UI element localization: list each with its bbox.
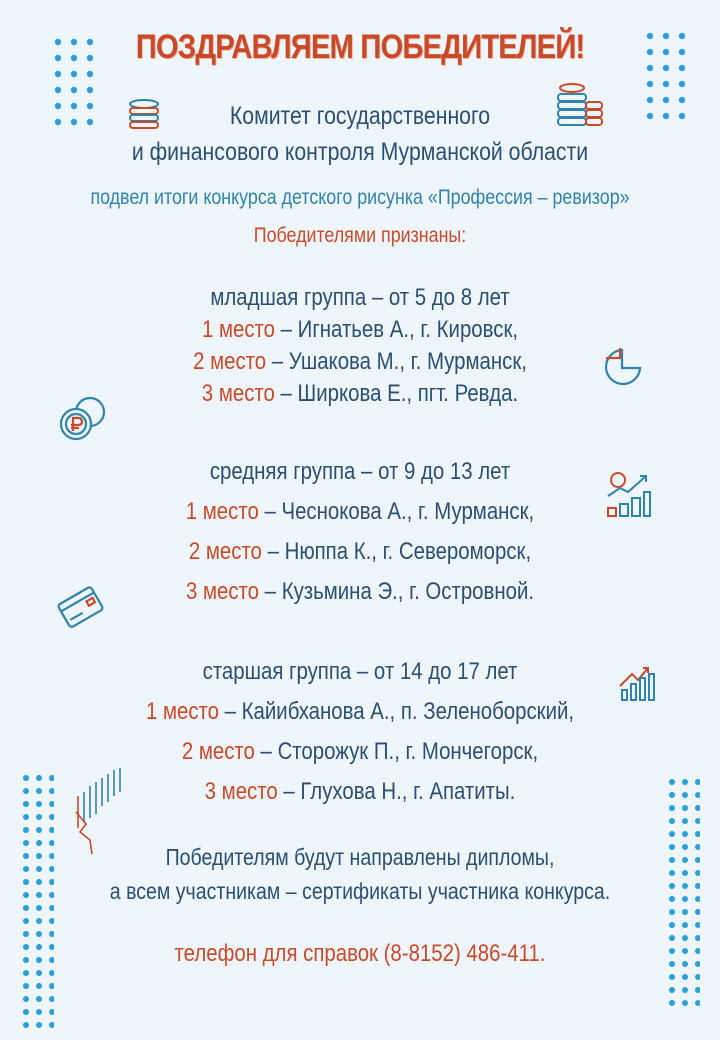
winner-row bbox=[54, 738, 666, 766]
winner-name: – Кузьмина Э., г. Островной. bbox=[259, 578, 535, 605]
place-label: 2 место bbox=[193, 348, 267, 375]
group-middle-title: средняя группа – от 9 до 13 лет bbox=[209, 458, 511, 485]
winner-row bbox=[54, 380, 666, 408]
footer-certificates: а всем участникам – сертификаты участника конкурса. bbox=[109, 878, 611, 904]
group-junior-title: младшая группа – от 5 до 8 лет bbox=[210, 284, 510, 311]
place-label: 2 место bbox=[181, 738, 255, 765]
place-label: 3 место bbox=[185, 578, 260, 605]
place-label: 1 место bbox=[201, 316, 275, 343]
contest-subtitle: подвел итоги конкурса детского рисунка «Профессия – ревизор» bbox=[90, 186, 630, 209]
page-title: ПОЗДРАВЛЯЕМ ПОБЕДИТЕЛЕЙ! bbox=[135, 28, 585, 66]
place-label: 1 место bbox=[145, 698, 219, 725]
footer-diplomas: Победителям будут направлены дипломы, bbox=[165, 844, 555, 870]
winner-name: – Сторожук П., г. Мончегорск, bbox=[254, 738, 539, 765]
winner-name: – Чеснокова А., г. Мурманск, bbox=[258, 498, 535, 525]
winners-heading: Победителями признаны: bbox=[253, 224, 467, 247]
winner-row bbox=[54, 698, 666, 726]
contact-phone: телефон для справок (8-8152) 486-411. bbox=[174, 940, 546, 967]
winner-name: – Ширкова Е., пгт. Ревда. bbox=[274, 380, 519, 407]
dot-grid-bottom-left bbox=[20, 772, 54, 1032]
winner-name: – Игнатьев А., г. Кировск, bbox=[275, 316, 519, 343]
winner-row bbox=[54, 778, 666, 806]
place-label: 3 место bbox=[204, 778, 278, 805]
place-label: 2 место bbox=[188, 538, 262, 565]
winner-row bbox=[54, 348, 666, 376]
group-senior-title: старшая группа – от 14 до 17 лет bbox=[202, 658, 518, 685]
winner-name: – Кайибханова А., п. Зеленоборский, bbox=[218, 698, 575, 725]
winner-name: – Глухова Н., г. Апатиты. bbox=[277, 778, 516, 805]
place-label: 1 место bbox=[185, 498, 259, 525]
winner-row bbox=[54, 498, 666, 526]
org-name-line1: Комитет государственного bbox=[229, 102, 491, 130]
winner-name: – Ушакова М., г. Мурманск, bbox=[266, 348, 527, 375]
winner-name: – Нюппа К., г. Североморск, bbox=[261, 538, 532, 565]
dot-grid-bottom-right bbox=[666, 776, 700, 1006]
winner-row bbox=[54, 316, 666, 344]
winner-row bbox=[54, 538, 666, 566]
winner-row bbox=[54, 578, 666, 606]
place-label: 3 место bbox=[201, 380, 275, 407]
org-name-line2: и финансового контроля Мурманской области bbox=[131, 138, 589, 166]
